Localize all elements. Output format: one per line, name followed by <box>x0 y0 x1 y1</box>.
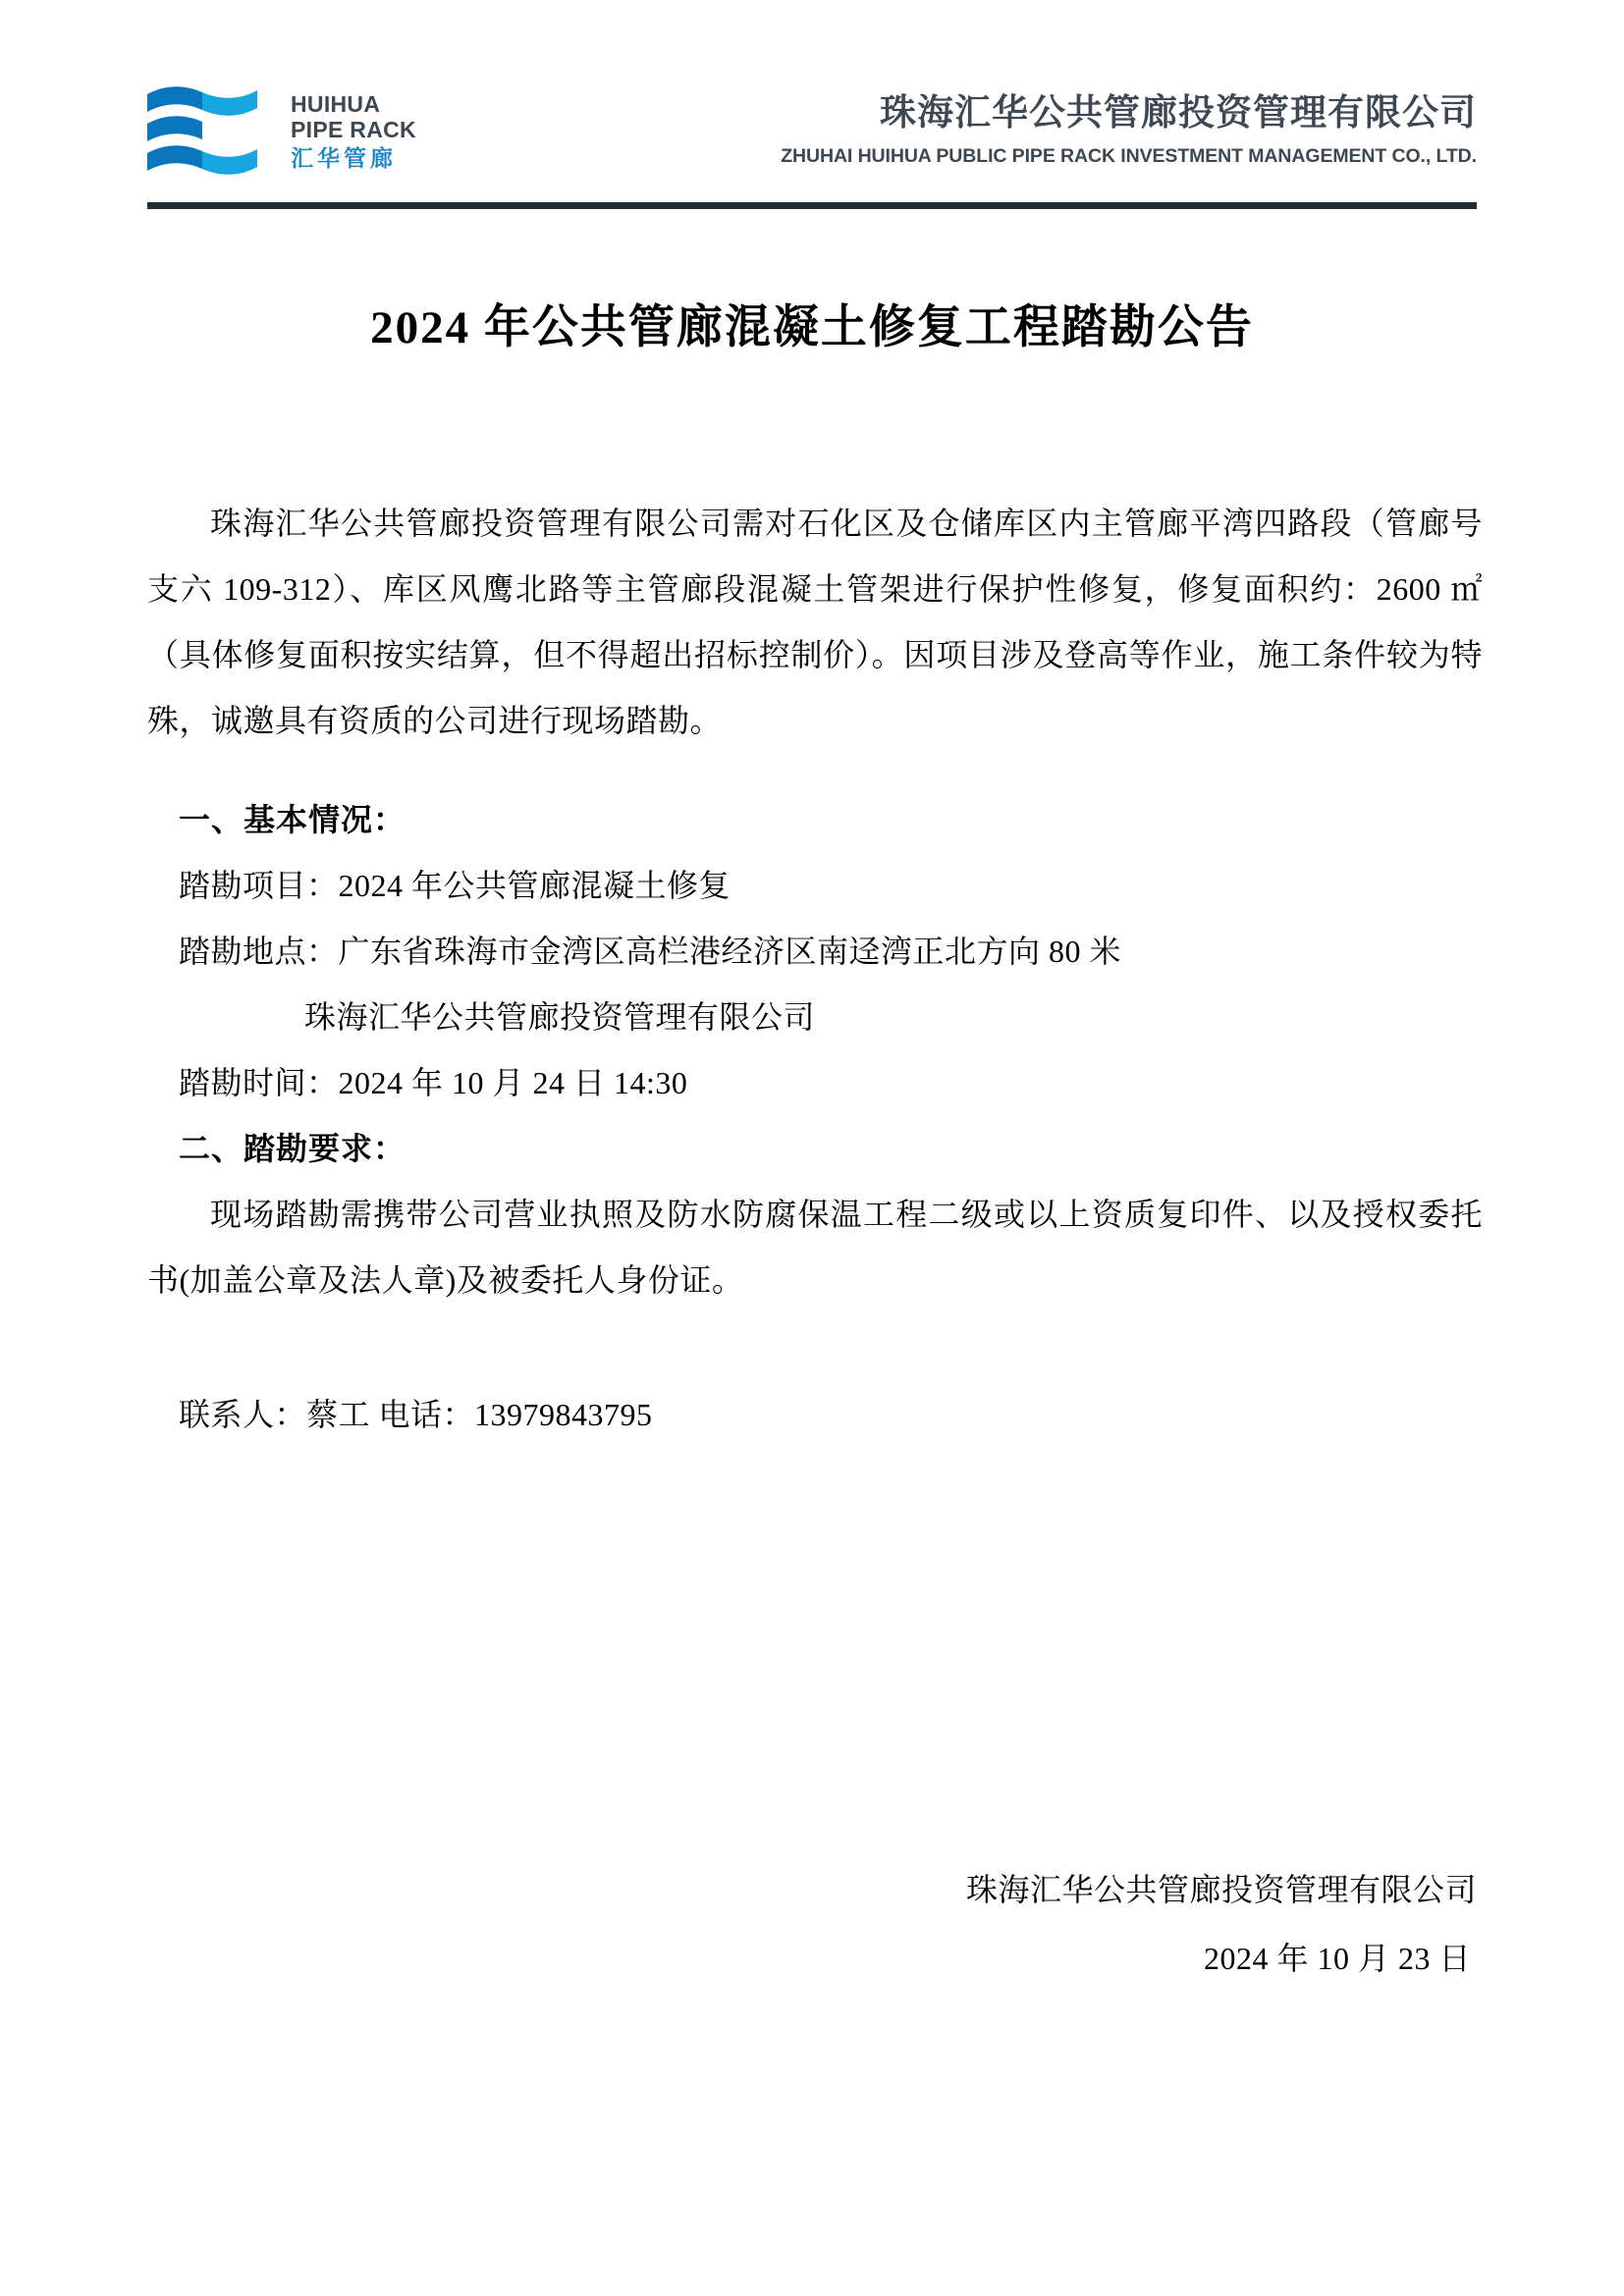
contact-line: 联系人：蔡工 电话：13979843795 <box>179 1397 653 1432</box>
survey-location-line-2: 珠海汇华公共管廊投资管理有限公司 <box>304 999 816 1035</box>
survey-project-line <box>147 853 1483 919</box>
signature-company: 珠海汇华公共管廊投资管理有限公司 <box>965 1872 1477 1907</box>
spacer <box>147 754 1483 787</box>
survey-time-value: 2024 年 10 月 24 日 14:30 <box>338 1065 688 1100</box>
intro-paragraph: 珠海汇华公共管廊投资管理有限公司需对石化区及仓储库区内主管廊平湾四路段（管廊号支六 109-312）、库区风鹰北路等主管廊段混凝土管架进行保护性修复，修复面积约：2600 ㎡（具体修复面积按实结算，但不得超出招标控制价）。因项目涉及登高等作业，施工条件较为特殊，诚邀具有资质的公司进行现场踏勘。 <box>147 506 1483 738</box>
section-two-heading: 二、踏勘要求： <box>179 1131 406 1166</box>
logo-chinese: 汇华管廊 <box>291 145 397 171</box>
survey-location-value: 广东省珠海市金湾区高栏港经济区南迳湾正北方向 80 米 <box>338 934 1122 969</box>
letterhead <box>147 79 1477 206</box>
document-title: 2024 年公共管廊混凝土修复工程踏勘公告 <box>370 302 1254 353</box>
spacer <box>147 1313 1483 1382</box>
section-one-heading: 一、基本情况： <box>179 802 406 837</box>
section-two-paragraph: 现场踏勘需携带公司营业执照及防水防腐保温工程二级或以上资质复印件、以及授权委托书(加盖公章及法人章)及被委托人身份证。 <box>147 1197 1483 1298</box>
logo-english-line-2: PIPE RACK <box>291 117 416 142</box>
logo-wordmark <box>291 93 416 170</box>
signature-date: 2024 年 10 月 23 日 <box>1203 1941 1471 1976</box>
organization-name-english: ZHUHAI HUIHUA PUBLIC PIPE RACK INVESTMENT MANAGEMENT CO., LTD. <box>781 145 1477 167</box>
company-logo <box>147 86 416 177</box>
logo-english-line-1: HUIHUA <box>291 91 381 117</box>
organization-name-chinese: 珠海汇华公共管廊投资管理有限公司 <box>880 92 1477 133</box>
survey-location-line <box>147 919 1483 985</box>
survey-location-label: 踏勘地点： <box>179 934 339 969</box>
organization-name-block <box>781 82 1477 168</box>
survey-project-label: 踏勘项目： <box>179 868 339 903</box>
header-divider-rule <box>147 202 1477 209</box>
survey-time-line <box>147 1050 1483 1116</box>
signature-block <box>888 1855 1477 1993</box>
survey-project-value: 2024 年公共管廊混凝土修复 <box>338 868 731 903</box>
document-body <box>147 491 1483 1448</box>
wave-stripes-icon <box>147 86 273 177</box>
survey-time-label: 踏勘时间： <box>179 1065 339 1100</box>
